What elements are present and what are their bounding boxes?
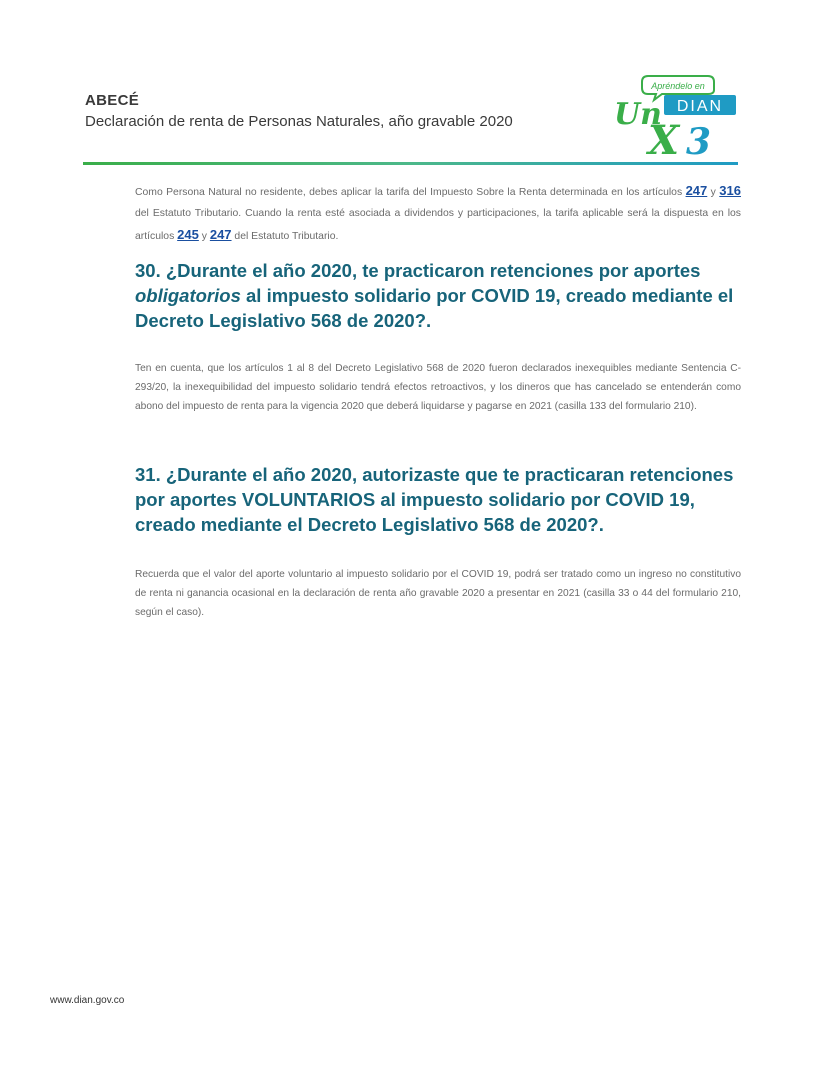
aprendelo-en-un-dian-x3-logo [612, 74, 740, 158]
intro-text-4: y [198, 231, 210, 242]
intro-text-2: y [707, 187, 720, 198]
page-title: ABECÉ [85, 92, 140, 109]
article-316-link[interactable]: 316 [719, 183, 741, 198]
question-30-emphasis: obligatorios [135, 285, 241, 306]
footer-url: www.dian.gov.co [50, 995, 125, 1006]
logo-un: Un [614, 97, 662, 132]
question-30-answer: Ten en cuenta, que los artículos 1 al 8 del Decreto Legislativo 568 de 2020 fueron declarados inexequibles mediante Sentencia C-293/20, la inexequibilidad del impuesto solidario tendrá efectos retroactivos, y los dineros que has cancelado se entenderán como abono del impuesto de renta para la vigencia 2020 que deberá liquidarse y pagarse en 2021 (casilla 133 del formulario 210). [135, 363, 741, 412]
question-31-answer: Recuerda que el valor del aporte voluntario al impuesto solidario por el COVID 19, podrá ser tratado como un ingreso no constitutivo de renta ni ganancia ocasional en la declaración de renta año gravable 2020 a presentar en 2021 (casilla 33 o 44 del formulario 210, según el caso). [135, 569, 741, 618]
logo-dian: DIAN [676, 98, 724, 115]
article-247-link[interactable]: 247 [685, 183, 708, 198]
question-30-text-end: al impuesto solidario por COVID 19, creado mediante el Decreto Legislativo 568 de 2020?. [135, 285, 734, 331]
logo-x: X [648, 117, 680, 158]
question-30-text: 30. ¿Durante el año 2020, te practicaron retenciones por aportes [135, 260, 701, 281]
question-30-heading [135, 258, 755, 333]
article-245-link[interactable]: 245 [177, 227, 199, 242]
intro-text-1: Como Persona Natural no residente, debes aplicar la tarifa del Impuesto Sobre la Renta determinada en los artículos [135, 187, 686, 198]
page-subtitle: Declaración de renta de Personas Naturales, año gravable 2020 [85, 113, 513, 130]
intro-paragraph [135, 180, 741, 247]
article-247-link-2[interactable]: 247 [209, 227, 232, 242]
logo-three: 3 [686, 121, 712, 158]
question-31-heading: 31. ¿Durante el año 2020, autorizaste que te practicaran retenciones por aportes VOLUNTARIOS al impuesto solidario por COVID 19, creado mediante el Decreto Legislativo 568 de 2020?. [135, 464, 734, 535]
intro-text-5: del Estatuto Tributario. [231, 231, 339, 242]
logo-top-text: Apréndelo en [651, 81, 705, 91]
intro-text-3: del Estatuto Tributario. Cuando la renta esté asociada a dividendos y participaciones, la tarifa aplicable será la dispuesta en los artículos [135, 208, 741, 242]
header-divider [83, 162, 738, 165]
